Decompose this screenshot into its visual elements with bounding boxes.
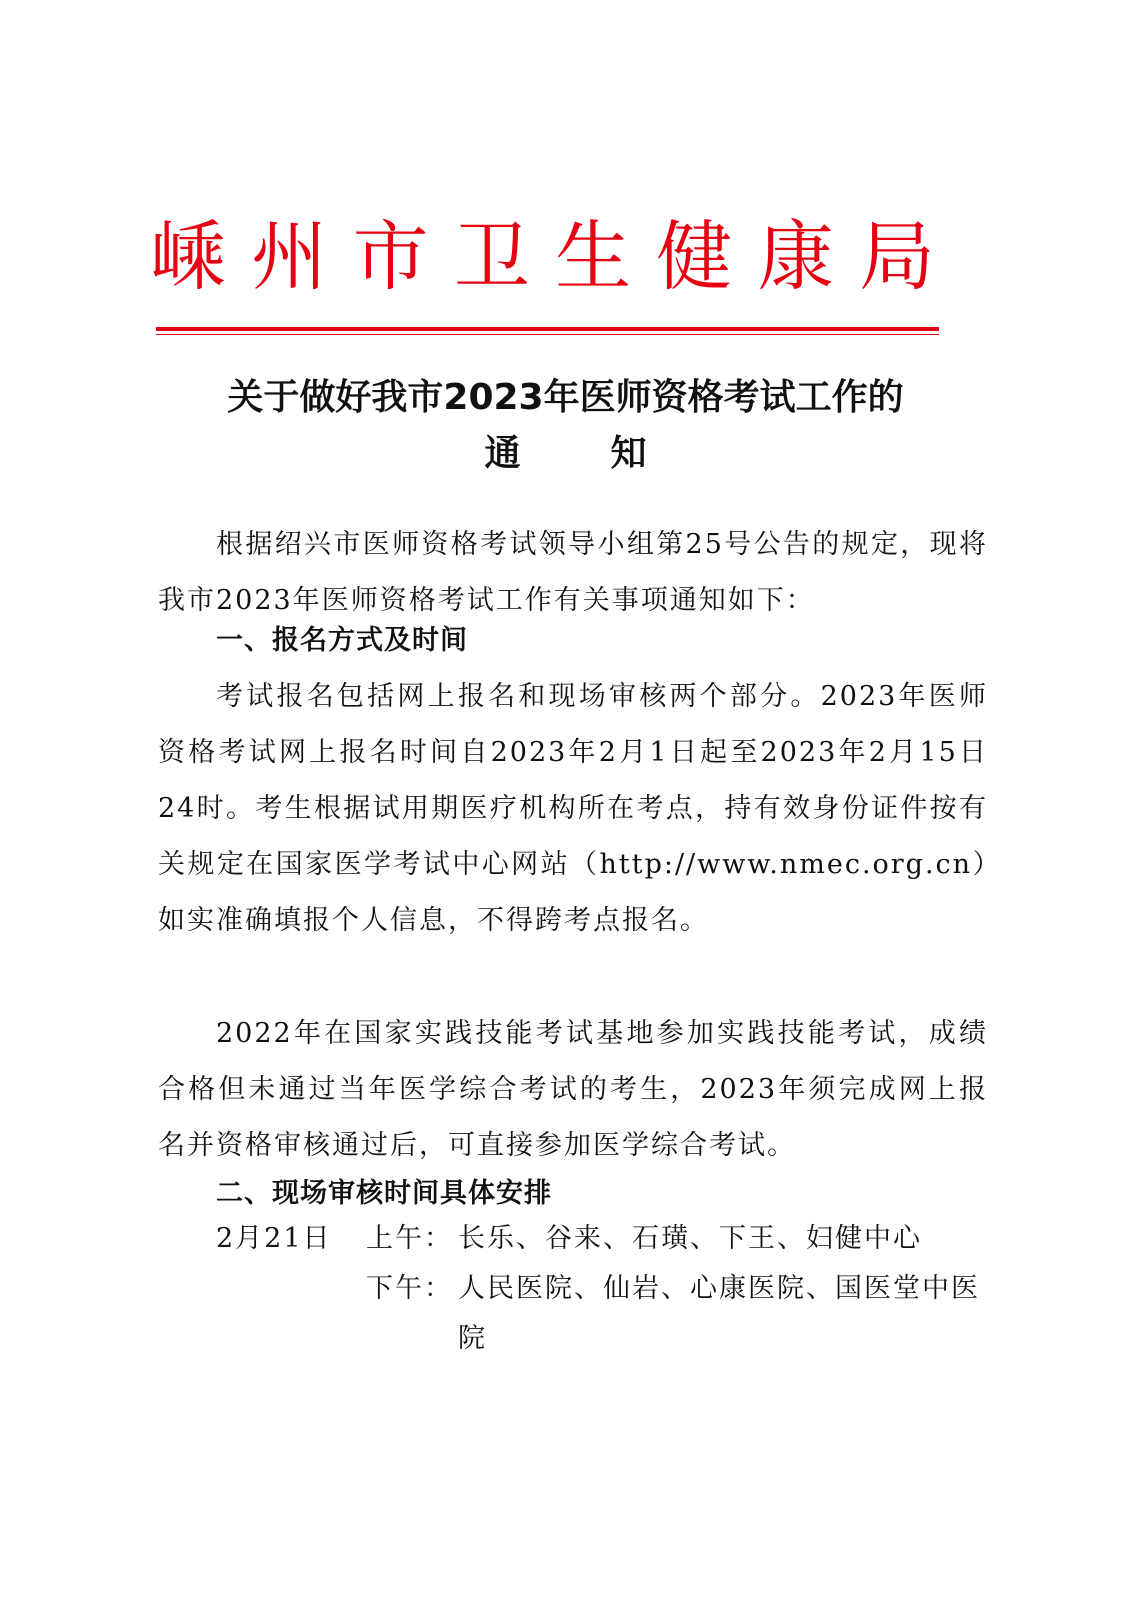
schedule-row-afternoon	[158, 1264, 988, 1364]
document-title-line-1: 关于做好我市2023年医师资格考试工作的	[227, 377, 904, 418]
document-title-line-2: 通知	[484, 433, 737, 474]
letterhead-title	[150, 200, 935, 300]
letterhead-char: 卫	[453, 211, 530, 301]
letterhead-rule-thick	[156, 327, 939, 331]
letterhead-char: 生	[555, 211, 632, 301]
letterhead-char: 康	[757, 211, 834, 301]
intro-paragraph: 根据绍兴市医师资格考试领导小组第25号公告的规定，现将我市2023年医师资格考试工作有关事项通知如下：	[158, 529, 988, 616]
section-1-paragraph-2: 2022年在国家实践技能考试基地参加实践技能考试，成绩合格但未通过当年医学综合考试的考生，2023年须完成网上报名并资格审核通过后，可直接参加医学综合考试。	[158, 1018, 988, 1161]
letterhead-char: 嵊	[150, 211, 226, 301]
letterhead-char: 局	[858, 211, 935, 301]
section-1-heading: 一、报名方式及时间	[216, 625, 468, 656]
letterhead-char: 市	[352, 211, 429, 301]
schedule-block	[158, 1214, 988, 1364]
letterhead-rule-thin	[156, 334, 939, 335]
schedule-afternoon-label: 下午：	[366, 1273, 453, 1304]
section-1-paragraph-1: 考试报名包括网上报名和现场审核两个部分。2023年医师资格考试网上报名时间自2023年2月1日起至2023年2月15日24时。考生根据试用期医疗机构所在考点，持有效身份证件按有关规定在国家医学考试中心网站（http://www.nmec.org.cn）如实准确填报个人信息，不得跨考点报名。	[158, 681, 988, 936]
section-1	[158, 613, 988, 669]
letterhead-char: 州	[251, 211, 328, 301]
schedule-date: 2月21日	[216, 1223, 332, 1254]
schedule-morning-label: 上午：	[366, 1223, 453, 1254]
schedule-morning-sites: 长乐、谷来、石璜、下王、妇健中心	[458, 1223, 922, 1254]
schedule-afternoon-sites: 人民医院、仙岩、心康医院、国医堂中医院	[458, 1273, 980, 1354]
letterhead-char: 健	[656, 211, 733, 301]
schedule-row-morning	[158, 1214, 988, 1264]
section-1-body-2	[158, 1006, 988, 1174]
section-2-heading: 二、现场审核时间具体安排	[216, 1178, 552, 1209]
section-1-body	[158, 669, 988, 949]
